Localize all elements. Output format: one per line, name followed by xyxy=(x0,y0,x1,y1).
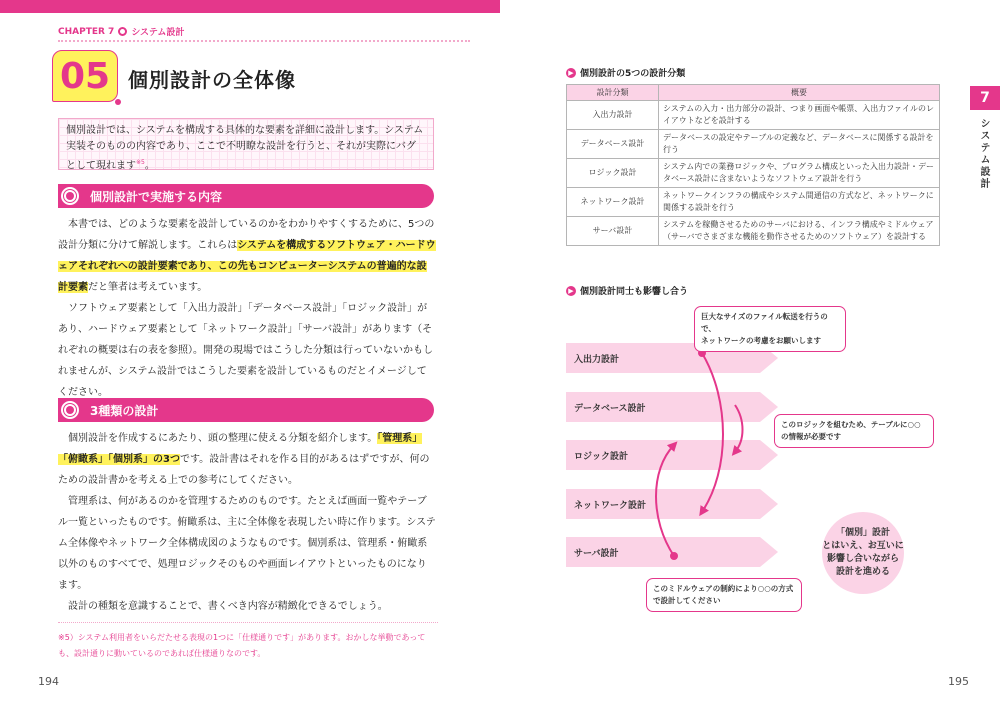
summary-line: とはいえ、お互いに xyxy=(822,541,904,551)
header-divider xyxy=(58,40,470,42)
arrow-start-dot xyxy=(670,552,678,560)
diagram-item-server: サーバ設計 xyxy=(574,549,619,559)
paragraph-2: ソフトウェア要素として「入出力設計」「データベース設計」「ロジック設計」があり、ハードウェア要素として「ネットワーク設計」「サーバ設計」があります（それぞれの概要は右の表を参照）。開発の現場ではこうした分類は行っていないかもしれませんが、システム設計ではこうした要素を設計しているものだとイメージしてください。 xyxy=(58,303,433,398)
table-cell-name: データベース設計 xyxy=(567,130,659,159)
p1-text-b: だと筆者は考えています。 xyxy=(88,282,208,293)
table-cell-desc: システム内での業務ロジックや、プログラム構成といった入出力設計・データベース設計に含まないようなソフトウェア設計を行う xyxy=(659,159,940,188)
paragraph-3 xyxy=(58,428,436,491)
speech-bubble-network xyxy=(694,306,846,352)
diagram-item-db: データベース設計 xyxy=(574,404,646,414)
table-header-name: 設計分類 xyxy=(567,85,659,101)
intro-end: 。 xyxy=(144,160,155,172)
diagram-heading-text: 個別設計同士も影響し合う xyxy=(580,287,689,297)
intro-note-ref: ※5 xyxy=(136,159,145,166)
summary-circle xyxy=(822,512,904,594)
table-cell-name: 入出力設計 xyxy=(567,101,659,130)
chapter-tab-label: システム設計 xyxy=(978,118,989,190)
bubble-line: 巨大なサイズのファイル転送を行うので、 xyxy=(701,312,828,333)
chapter-dot-icon xyxy=(118,27,127,36)
footnote: ※5）システム利用者をいらだたせる表現の1つに「仕様通りです」があります。おかしな挙動であっても、設計通りに動いているのであれば仕様通りなのです。 xyxy=(58,633,426,658)
body-section-1 xyxy=(58,214,436,403)
section-number: 05 xyxy=(52,50,118,102)
arrow-right-icon: ▶ xyxy=(566,286,576,296)
diagram-item-network: ネットワーク設計 xyxy=(574,501,647,511)
table-cell-desc: ネットワークインフラの構成やシステム間通信の方式など、ネットワークに関係する設計を行う xyxy=(659,188,940,217)
paragraph-4: 管理系は、何があるのかを管理するためのものです。たとえば画面一覧やテーブル一覧といったものです。俯瞰系は、主に全体像を表現したい時に作ります。システム全体像やネットワーク全体構成図のようなものです。個別系は、管理系・俯瞰系以外のものすべてで、処理ロジックそのものや画面レイアウトといったものになります。 xyxy=(58,496,436,591)
p1-text-a: 本書では、どのような要素を設計しているのかをわかりやすくするために、5つの設計分類に分けて解説します。これらは xyxy=(58,219,435,251)
bubble-line: ネットワークの考慮をお願いします xyxy=(701,336,821,345)
speech-bubble-server xyxy=(646,578,802,612)
summary-line: 「個別」設計 xyxy=(835,528,890,538)
table-cell-desc: データベースの設定やテーブルの定義など、データベースに関係する設計を行う xyxy=(659,130,940,159)
heading-three-types-text: 3種類の設計 xyxy=(90,403,159,418)
summary-line: 影響し合いながら xyxy=(826,554,899,564)
bubble-line: このロジックを組むため、テーブルに○○ xyxy=(781,420,921,429)
table-cell-name: サーバ設計 xyxy=(567,217,659,246)
section-title: 個別設計の全体像 xyxy=(128,68,296,92)
p3-text-b: です。設計書はそれを作る目的があるはずですが、何のための設計書かを考える上での参考にしてください。 xyxy=(58,454,430,486)
diagram-item-io: 入出力設計 xyxy=(574,355,620,365)
arrow-right-icon: ▶ xyxy=(566,68,576,78)
page-number-right: 195 xyxy=(948,675,969,688)
page-number-left: 194 xyxy=(38,675,59,688)
bubble-line: このミドルウェアの制約により○○の方式 xyxy=(653,584,794,593)
intro-box xyxy=(58,118,434,170)
heading-three-types xyxy=(58,398,434,422)
table-cell-name: ロジック設計 xyxy=(567,159,659,188)
intro-text: 個別設計では、システムを構成する具体的な要素を詳細に設計します。システム実装そのものの内容であり、ここで不明瞭な設計を行うと、それが実際にバグとして現れます xyxy=(66,125,424,172)
summary-line: 設計を進める xyxy=(835,567,890,577)
bubble-line: で設計してください xyxy=(653,596,721,605)
heading-content-text: 個別設計で実施する内容 xyxy=(90,189,223,204)
table-header-desc: 概要 xyxy=(659,85,940,101)
chapter-tab-number: 7 xyxy=(970,86,1000,110)
paragraph-5: 設計の種類を意識することで、書くべき内容が精緻化できるでしょう。 xyxy=(68,601,388,612)
table-cell-desc: システムの入力・出力部分の設計、つまり画面や帳票、入出力ファイルのレイアウトなどを設計する xyxy=(659,101,940,130)
top-accent-bar xyxy=(0,0,500,13)
speech-bubble-logic xyxy=(774,414,934,448)
p3-text-a: 個別設計を作成するにあたり、頭の整理に使える分類を紹介します。 xyxy=(68,433,378,444)
cd-icon xyxy=(58,398,82,422)
footnote-divider xyxy=(58,622,438,623)
influence-arrow-io-network xyxy=(702,353,723,512)
table-heading-text: 個別設計の5つの設計分類 xyxy=(580,69,686,79)
p1-highlight: システムを構成するソフトウェア・ハードウェアそれぞれへの設計要素であり、この先もコンピューターシステムの普遍的な設計要素 xyxy=(58,240,436,293)
paragraph-1 xyxy=(58,214,436,298)
bubble-line: の情報が必要です xyxy=(781,432,841,441)
diagram-item-logic: ロジック設計 xyxy=(574,452,629,462)
cd-icon xyxy=(58,184,82,208)
heading-content xyxy=(58,184,434,208)
table-cell-name: ネットワーク設計 xyxy=(567,188,659,217)
chapter-line xyxy=(58,25,184,38)
body-section-2 xyxy=(58,428,436,617)
chapter-label: CHAPTER 7 xyxy=(58,26,115,37)
chapter-title: システム設計 xyxy=(131,28,185,38)
p3-highlight: 「管理系」「俯瞰系」「個別系」の3つ xyxy=(58,433,423,465)
table-cell-desc: システムを稼働させるためのサーバにおける、インフラ構成やミドルウェア（サーバでさまざまな機能を動作させるためのソフトウェア）を設計する xyxy=(659,217,940,246)
